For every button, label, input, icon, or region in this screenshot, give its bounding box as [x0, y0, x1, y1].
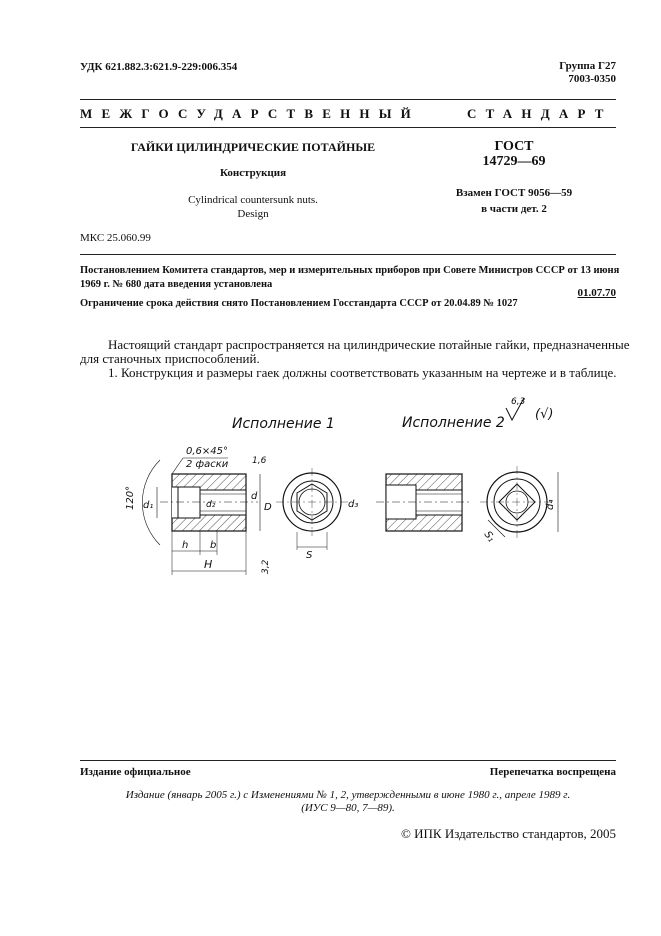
effective-date: 01.07.70: [577, 287, 616, 299]
chamfer-note: 2 фаски: [186, 459, 229, 470]
roughness-small: 1,6: [252, 456, 267, 466]
label-d4: d₄: [545, 499, 556, 510]
reprint-prohibited: Перепечатка воспрещена: [489, 766, 616, 778]
banner-bottom-rule: [80, 127, 616, 128]
gost-label: ГОСТ: [494, 139, 534, 154]
label-b: b: [210, 540, 217, 551]
chamfer-label: 0,6×45°: [186, 446, 229, 457]
mks-code: МКС 25.060.99: [80, 232, 151, 244]
section-view-1: [125, 446, 272, 575]
english-title-line2: Design: [237, 208, 269, 220]
gost-number: 14729—69: [482, 154, 546, 169]
variant-1-label: Исполнение 1: [232, 416, 335, 432]
banner-right: СТАНДАРТ: [467, 106, 613, 121]
replaces-line2: в части дет. 2: [481, 203, 547, 215]
label-H: H: [204, 558, 213, 571]
official-edition: Издание официальное: [80, 766, 191, 778]
section-view-2: [376, 474, 472, 531]
banner-left: МЕЖГОСУДАРСТВЕННЫЙ: [80, 106, 420, 121]
end-view-1: [276, 468, 358, 561]
decree-line2: 1969 г. № 680 дата введения установлена: [80, 279, 273, 290]
paragraph-design: 1. Конструкция и размеры гаек должны соответствовать указанным на чертеже и в таблице.: [108, 365, 617, 380]
copyright: © ИПК Издательство стандартов, 2005: [401, 826, 616, 841]
label-d: d: [251, 491, 258, 502]
label-S1: S₁: [481, 529, 497, 545]
paragraph-scope-line1: Настоящий стандарт распространяется на цилиндрические потайные гайки, предназначенные: [108, 337, 630, 352]
title-bottom-rule: [80, 254, 616, 255]
decree-line1: Постановлением Комитета стандартов, мер и измерительных приборов при Совете Министров СССР от 13 июня: [80, 265, 620, 276]
label-d3: d₃: [348, 499, 359, 510]
roughness-value: 6,3: [511, 397, 526, 407]
limit-removed: Ограничение срока действия снято Постановлением Госстандарта СССР от 20.04.89 № 1027: [80, 298, 518, 309]
banner-top-rule: [80, 99, 616, 100]
document-title: ГАЙКИ ЦИЛИНДРИЧЕСКИЕ ПОТАЙНЫЕ: [130, 140, 376, 154]
end-view-2: [480, 466, 558, 544]
paragraph-scope-line2: для станочных приспособлений.: [80, 351, 260, 366]
roughness-small-2: 3,2: [261, 559, 271, 574]
footer-rule: [80, 760, 616, 761]
replaces-line1: Взамен ГОСТ 9056—59: [455, 187, 573, 199]
angle-label: 120°: [125, 485, 136, 510]
edition-info-line1: Издание (январь 2005 г.) с Изменениями № 1, 2, утвержденными в июне 1980 г., апреле 1989 г.: [125, 789, 571, 801]
label-D: D: [264, 502, 272, 513]
english-title-line1: Cylindrical countersunk nuts.: [188, 194, 318, 206]
group-code: Группа Г27: [559, 60, 616, 72]
product-code: 7003-0350: [568, 73, 616, 85]
label-h: h: [182, 540, 189, 551]
roughness-paren: (√): [535, 407, 554, 422]
label-d1: d₁: [143, 500, 154, 511]
udk-code: УДК 621.882.3:621.9-229:006.354: [80, 61, 238, 73]
label-S: S: [306, 550, 313, 561]
nut-technical-drawing: [0, 390, 661, 590]
label-d2: d₂: [206, 500, 216, 510]
document-subtitle: Конструкция: [219, 167, 287, 179]
edition-info-line2: (ИУС 9—80, 7—89).: [301, 802, 395, 814]
variant-2-label: Исполнение 2: [402, 415, 505, 431]
